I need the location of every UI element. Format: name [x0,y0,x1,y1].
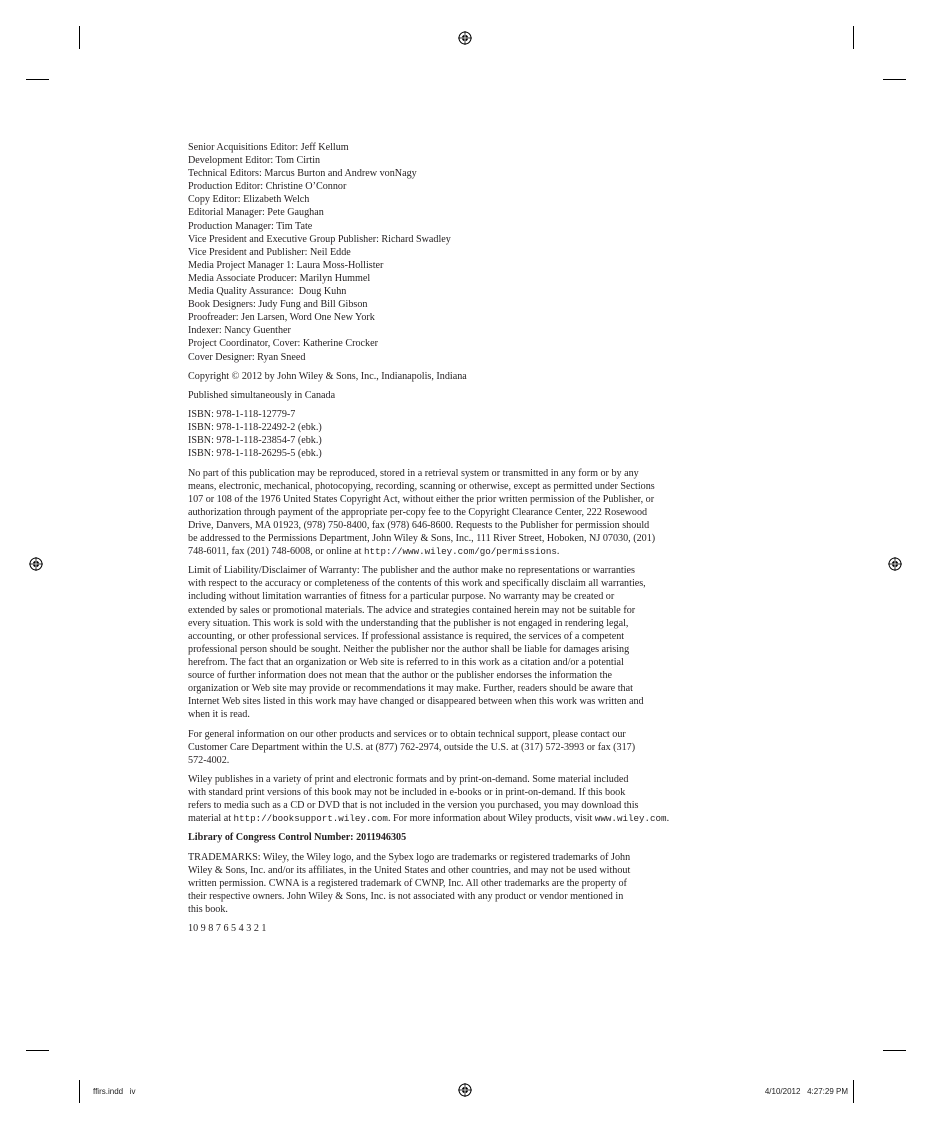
crop-mark-top-right-h [883,79,906,80]
credit-line: Senior Acquisitions Editor: Jeff Kellum [188,142,349,153]
crop-mark-top-left [79,26,80,49]
crop-mark-bottom-right-h [883,1050,906,1051]
slug-file-name: ffirs.indd iv [93,1087,136,1096]
booksupport-link[interactable]: http://booksupport.wiley.com [233,813,388,825]
formats-paragraph [188,773,736,825]
permissions-link[interactable]: http://www.wiley.com/go/permissions [363,546,557,558]
credit-line: Book Designers: Judy Fung and Bill Gibson [188,299,368,311]
credit-line: Vice President and Executive Group Publisher: Richard Swadley [188,233,451,245]
paragraph-line: refers to media such as a CD or DVD that is not included in the version you purchased, you may download this [188,800,639,812]
paragraph-line: Wiley publishes in a variety of print and electronic formats and by print-on-demand. Some material included [188,773,629,785]
credit-line: Vice President and Publisher: Neil Edde [188,246,351,258]
lccn-line: Library of Congress Control Number: 2011946305 [188,832,407,844]
paragraph-text: . [556,546,560,558]
credit-line: Indexer: Nancy Guenther [188,325,291,337]
paragraph-line: with standard print versions of this book may not be included in e-books or in print-on-demand. If this book [188,786,626,798]
paragraph-line: TRADEMARKS: Wiley, the Wiley logo, and the Sybex logo are trademarks or registered trademarks of John [188,851,631,863]
published-notice [188,389,736,402]
registration-mark-icon [458,1083,472,1097]
paragraph-line: this book. [188,903,228,915]
wiley-link[interactable]: www.wiley.com [594,813,667,825]
printing-number-line: 10 9 8 7 6 5 4 3 2 1 [188,923,267,935]
paragraph-line: including without limitation warranties of fitness for a particular purpose. No warranty may be created or [188,591,615,603]
paragraph-line: every situation. This work is sold with the understanding that the publisher is not engaged in rendering legal, [188,617,629,629]
paragraph-line: with respect to the accuracy or completeness of the contents of this work and specifically disclaim all warranties, [188,578,646,590]
credit-line: Proofreader: Jen Larsen, Word One New York [188,312,375,324]
paragraph-text: material at [188,813,234,825]
copyright-page-content [188,141,736,941]
paragraph-line: professional person should be sought. Neither the publisher nor the author shall be liable for damages arising [188,643,630,655]
copyright-line: Copyright © 2012 by John Wiley & Sons, Inc., Indianapolis, Indiana [188,370,467,382]
credit-line: Media Quality Assurance: Doug Kuhn [188,286,347,298]
paragraph-line: source of further information does not mean that the author or the publisher endorses the information the [188,670,613,682]
paragraph-line: means, electronic, mechanical, photocopying, recording, scanning or otherwise, except as permitted under Sections [188,480,655,492]
paragraph-text: . [666,813,670,825]
credit-line: Editorial Manager: Pete Gaughan [188,207,324,219]
printing-line-paragraph [188,922,736,935]
isbn-list [188,408,736,460]
registration-mark-icon [888,557,902,571]
credits-list [188,141,736,364]
paragraph-line: 107 or 108 of the 1976 United States Copyright Act, without either the prior written permission of the Publisher, or [188,493,655,505]
support-paragraph [188,728,736,767]
paragraph-line: accounting, or other professional services. If professional assistance is required, the services of a competent [188,630,625,642]
crop-mark-bottom-right [853,1080,854,1103]
paragraph-line: Limit of Liability/Disclaimer of Warranty: The publisher and the author make no representations or warranties [188,565,635,577]
paragraph-text: 748-6011, fax (201) 748-6008, or online at [188,546,364,558]
paragraph-line: authorization through payment of the appropriate per-copy fee to the Copyright Clearance Center, 222 Rosewood [188,506,648,518]
registration-mark-icon [458,31,472,45]
paragraph-line: written permission. CWNA is a registered trademark of CWNP, Inc. All other trademarks are the property of [188,877,627,889]
credit-line: Production Manager: Tim Tate [188,220,313,232]
published-line: Published simultaneously in Canada [188,389,336,401]
credit-line: Copy Editor: Elizabeth Welch [188,194,310,206]
isbn-line: ISBN: 978-1-118-22492-2 (ebk.) [188,422,322,434]
credit-line: Media Associate Producer: Marilyn Hummel [188,272,371,284]
crop-mark-bottom-left [79,1080,80,1103]
paragraph-line: Drive, Danvers, MA 01923, (978) 750-8400, fax (978) 646-8600. Requests to the Publisher for permission should [188,519,650,531]
paragraph-line: For general information on our other products and services or to obtain technical support, please contact our [188,728,626,740]
credit-line: Project Coordinator, Cover: Katherine Crocker [188,338,378,350]
disclaimer-paragraph [188,564,736,721]
copyright-notice [188,370,736,383]
paragraph-line: Internet Web sites listed in this work may have changed or disappeared between when this work was written and [188,696,644,708]
crop-mark-top-left-h [26,79,49,80]
crop-mark-top-right [853,26,854,49]
isbn-line: ISBN: 978-1-118-23854-7 (ebk.) [188,435,322,447]
slug-timestamp: 4/10/2012 4:27:29 PM [764,1087,848,1096]
paragraph-line [188,812,736,825]
credit-line: Development Editor: Tom Cirtin [188,155,321,167]
isbn-line: ISBN: 978-1-118-26295-5 (ebk.) [188,448,322,460]
paragraph-line: be addressed to the Permissions Department, John Wiley & Sons, Inc., 111 River Street, Hoboken, NJ 07030, (201) [188,533,656,544]
permissions-paragraph [188,467,736,559]
paragraph-line: Wiley & Sons, Inc. and/or its affiliates, in the United States and other countries, and may not be used without [188,864,631,876]
registration-mark-icon [29,557,43,571]
paragraph-text: . For more information about Wiley products, visit [387,813,595,825]
paragraph-line: extended by sales or promotional materials. The advice and strategies contained herein may not be suitable for [188,604,636,616]
trademarks-paragraph [188,851,736,916]
credit-line: Technical Editors: Marcus Burton and Andrew vonNagy [188,168,417,180]
paragraph-line [188,545,736,558]
isbn-line: ISBN: 978-1-118-12779-7 [188,409,296,421]
crop-mark-bottom-left-h [26,1050,49,1051]
paragraph-line: herefrom. The fact that an organization or Web site is referred to in this work as a citation and/or a potential [188,656,624,668]
lccn-paragraph [188,831,736,844]
paragraph-line: their respective owners. John Wiley & Sons, Inc. is not associated with any product or vendor mentioned in [188,890,624,902]
credit-line: Media Project Manager 1: Laura Moss-Hollister [188,259,384,271]
paragraph-line: Customer Care Department within the U.S. at (877) 762-2974, outside the U.S. at (317) 572-3993 or fax (317) [188,741,636,753]
credit-line: Cover Designer: Ryan Sneed [188,351,306,363]
credit-line: Production Editor: Christine O’Connor [188,181,347,193]
paragraph-line: No part of this publication may be reproduced, stored in a retrieval system or transmitted in any form or by any [188,467,639,479]
paragraph-line: organization or Web site may provide or recommendations it may make. Further, readers should be aware that [188,683,633,695]
paragraph-line: 572-4002. [188,754,230,766]
paragraph-line: when it is read. [188,709,250,721]
